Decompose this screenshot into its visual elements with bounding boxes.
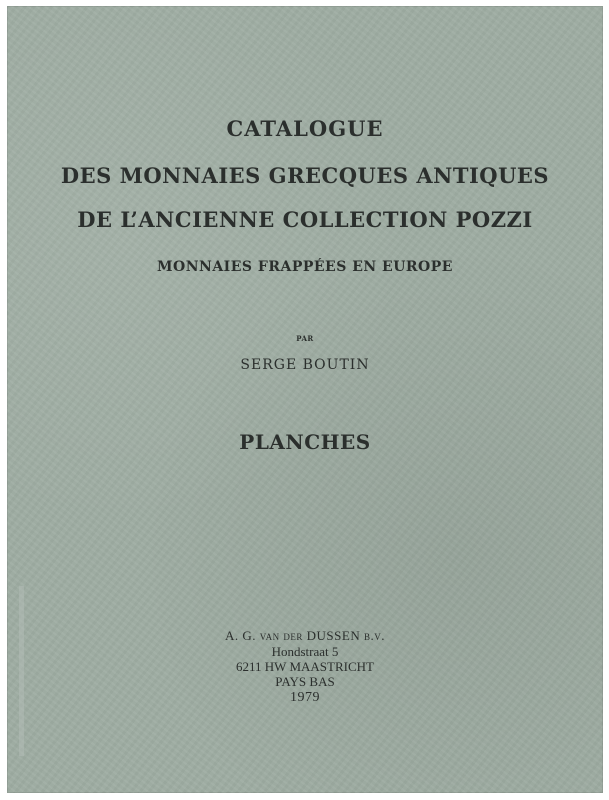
publisher-street: Hondstraat 5 — [271, 644, 339, 659]
publication-year: 1979 — [290, 690, 320, 705]
volume-label: PLANCHES — [239, 430, 371, 454]
by-label: PAR — [296, 334, 314, 343]
author-name: SERGE BOUTIN — [240, 357, 370, 373]
publisher-name-initials: A. G. — [225, 628, 257, 643]
publisher-name — [7, 628, 603, 644]
title-line-3: DE L’ANCIENNE COLLECTION POZZI — [77, 207, 533, 232]
publisher-country: PAYS BAS — [275, 674, 335, 689]
book-cover — [7, 6, 603, 793]
publisher-name-suffix: b.v. — [363, 628, 385, 643]
publisher-name-particle: van der — [259, 628, 303, 643]
publisher-name-surname: DUSSEN — [306, 628, 361, 643]
subtitle: MONNAIES FRAPPÉES EN EUROPE — [157, 259, 453, 275]
publisher-city: 6211 HW MAASTRICHT — [236, 659, 374, 674]
title-line-1: CATALOGUE — [226, 116, 384, 141]
title-line-2: DES MONNAIES GRECQUES ANTIQUES — [60, 163, 550, 188]
